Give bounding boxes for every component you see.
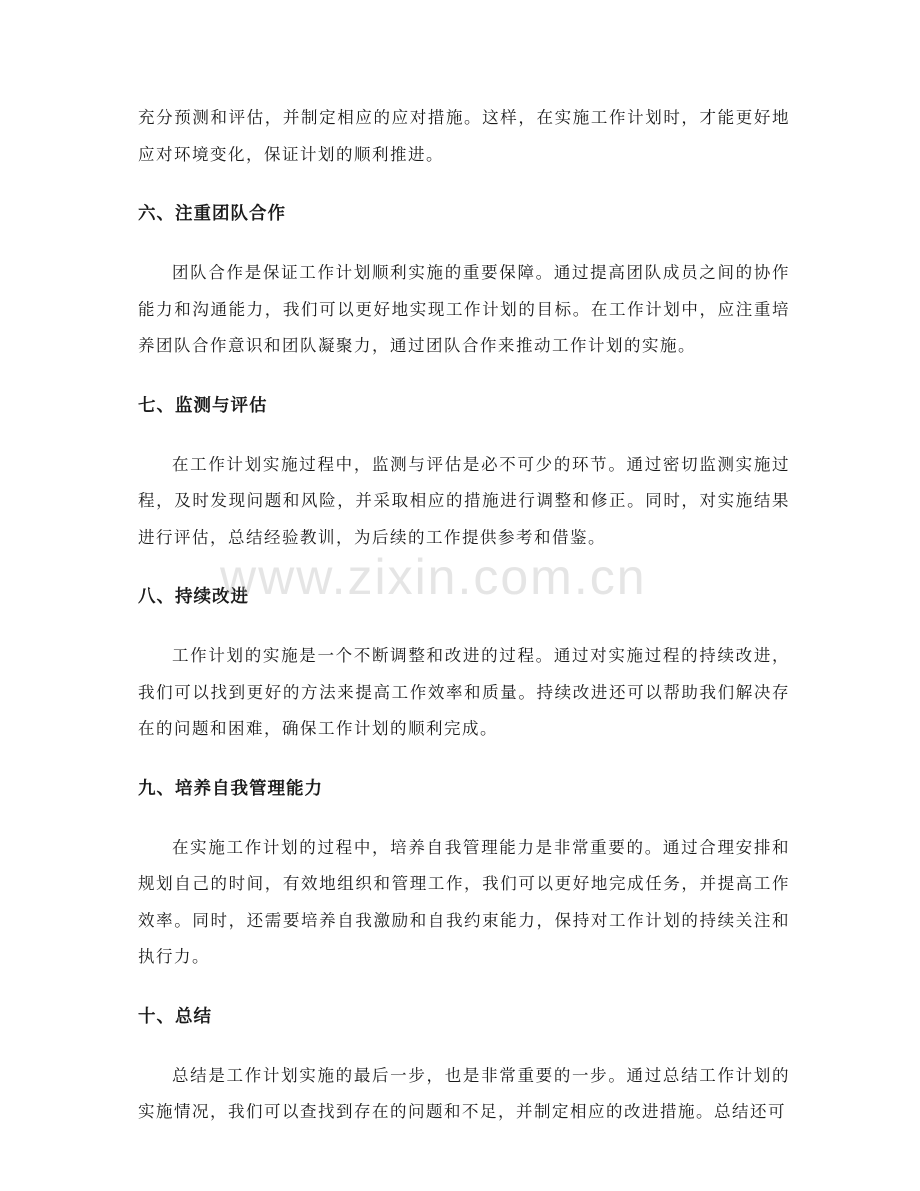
paragraph-summary: 总结是工作计划实施的最后一步，也是非常重要的一步。通过总结工作计划的实施情况，我们可以查找到存在的问题和不足，并制定相应的改进措施。总结还可	[138, 1065, 790, 1121]
heading-teamwork: 六、注重团队合作	[138, 204, 286, 224]
paragraph-self-management: 在实施工作计划的过程中，培养自我管理能力是非常重要的。通过合理安排和规划自己的时间，有效地组织和管理工作，我们可以更好地完成任务，并提高工作效率。同时，还需要培养自我激励和自我约束能力，保持对工作计划的持续关注和执行力。	[138, 837, 790, 966]
paragraph-teamwork: 团队合作是保证工作计划顺利实施的重要保障。通过提高团队成员之间的协作能力和沟通能力，我们可以更好地实现工作计划的目标。在工作计划中，应注重培养团队合作意识和团队凝聚力，通过团队合作来推动工作计划的实施。	[138, 263, 790, 355]
heading-summary: 十、总结	[138, 1006, 212, 1027]
heading-monitoring: 七、监测与评估	[138, 395, 268, 416]
heading-improvement: 八、持续改进	[138, 587, 249, 607]
watermark-text: www.zixin.com.cn	[220, 549, 647, 605]
paragraph-monitoring: 在工作计划实施过程中，监测与评估是必不可少的环节。通过密切监测实施过程，及时发现问题和风险，并采取相应的措施进行调整和修正。同时，对实施结果进行评估，总结经验教训，为后续的工作提供参考和借鉴。	[138, 454, 790, 547]
paragraph-continued: 充分预测和评估，并制定相应的应对措施。这样，在实施工作计划时，才能更好地应对环境变化，保证计划的顺利推进。	[138, 108, 790, 164]
heading-self-management: 九、培养自我管理能力	[138, 778, 323, 799]
paragraph-improvement: 工作计划的实施是一个不断调整和改进的过程。通过对实施过程的持续改进，我们可以找到更好的方法来提高工作效率和质量。持续改进还可以帮助我们解决存在的问题和困难，确保工作计划的顺利完成。	[138, 646, 790, 738]
